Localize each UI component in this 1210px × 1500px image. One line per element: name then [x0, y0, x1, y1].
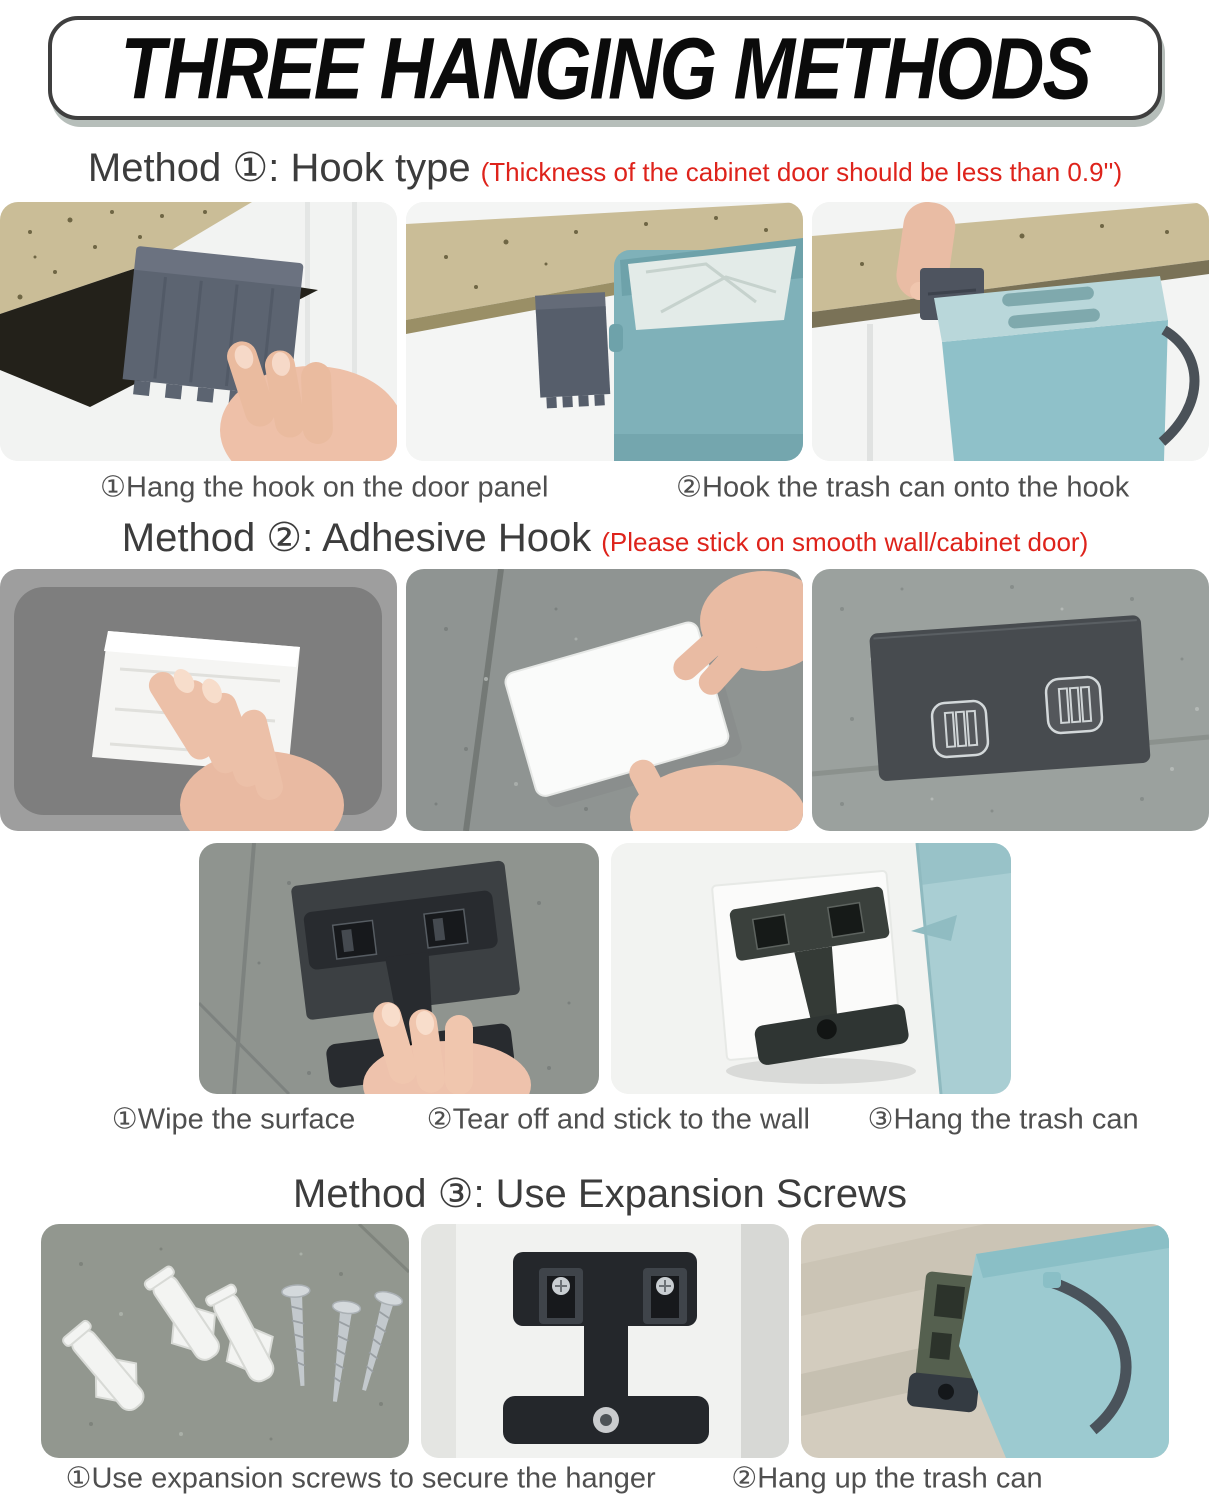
method-1-heading	[0, 146, 1210, 190]
photo-hook-beside-can	[406, 202, 803, 461]
photo-tear-backing	[406, 569, 803, 831]
photo-press-hanger-to-wall	[199, 843, 599, 1094]
hanger-screwed-illustration	[421, 1224, 789, 1458]
method-1-label: Method ①: Hook type	[87, 146, 471, 190]
caption-hang-hook: ①Hang the hook on the door panel	[100, 471, 549, 504]
method-3-label: Method ③: Use Expansion Screws	[293, 1172, 907, 1216]
method-3-heading	[0, 1170, 1210, 1218]
hanger-on-wall-illustration	[611, 843, 1011, 1094]
anchors-screws-illustration	[41, 1224, 409, 1458]
title-banner	[48, 16, 1162, 120]
caption-hang-up: ②Hang up the trash can	[731, 1462, 1043, 1495]
photo-hanger-screwed	[421, 1224, 789, 1458]
trash-can-open	[609, 238, 803, 461]
method-2-label: Method ②: Adhesive Hook	[121, 516, 592, 560]
page-title: THREE HANGING METHODS	[120, 19, 1090, 117]
hook-beside-can-illustration	[406, 202, 803, 461]
method-1-captions	[0, 461, 1210, 513]
door-hook	[535, 292, 611, 409]
caption-hang: ③Hang the trash can	[867, 1103, 1139, 1136]
method-2-photo-row-2	[0, 843, 1210, 1094]
method-3-photo-row	[0, 1224, 1210, 1458]
adhesive-plate-illustration	[812, 569, 1209, 831]
hook-on-door-illustration	[0, 202, 397, 461]
caption-wipe: ①Wipe the surface	[111, 1103, 356, 1136]
method-1-photo-row	[0, 202, 1210, 461]
clear-hook-right	[1045, 676, 1103, 734]
method-2-heading	[0, 515, 1210, 561]
can-hung-illustration	[801, 1224, 1169, 1458]
adhesive-plate	[869, 615, 1151, 782]
photo-hook-can-onto-hook	[812, 202, 1209, 461]
photo-hang-hook-on-door	[0, 202, 397, 461]
hook-can-illustration	[812, 202, 1209, 461]
photo-anchors-and-screws	[41, 1224, 409, 1458]
clear-hook-left	[931, 700, 989, 758]
method-2-photo-row	[0, 569, 1210, 831]
caption-use-screws: ①Use expansion screws to secure the hanger	[65, 1462, 656, 1495]
photo-adhesive-plate-on-wall	[812, 569, 1209, 831]
tear-backing-illustration	[406, 569, 803, 831]
wipe-surface-illustration	[0, 569, 397, 831]
photo-wipe-surface	[0, 569, 397, 831]
caption-tear: ②Tear off and stick to the wall	[426, 1103, 810, 1136]
press-hanger-illustration	[199, 843, 599, 1094]
method-3-captions	[0, 1458, 1210, 1498]
method-2-note: (Please stick on smooth wall/cabinet door)	[601, 527, 1089, 557]
photo-can-hung	[801, 1224, 1169, 1458]
trash-can-lidded	[934, 276, 1195, 461]
photo-hanger-stuck-on-wall	[611, 843, 1011, 1094]
method-1-note: (Thickness of the cabinet door should be less than 0.9'')	[480, 157, 1123, 187]
caption-hook-can: ②Hook the trash can onto the hook	[676, 471, 1130, 504]
method-2-captions	[0, 1094, 1210, 1144]
